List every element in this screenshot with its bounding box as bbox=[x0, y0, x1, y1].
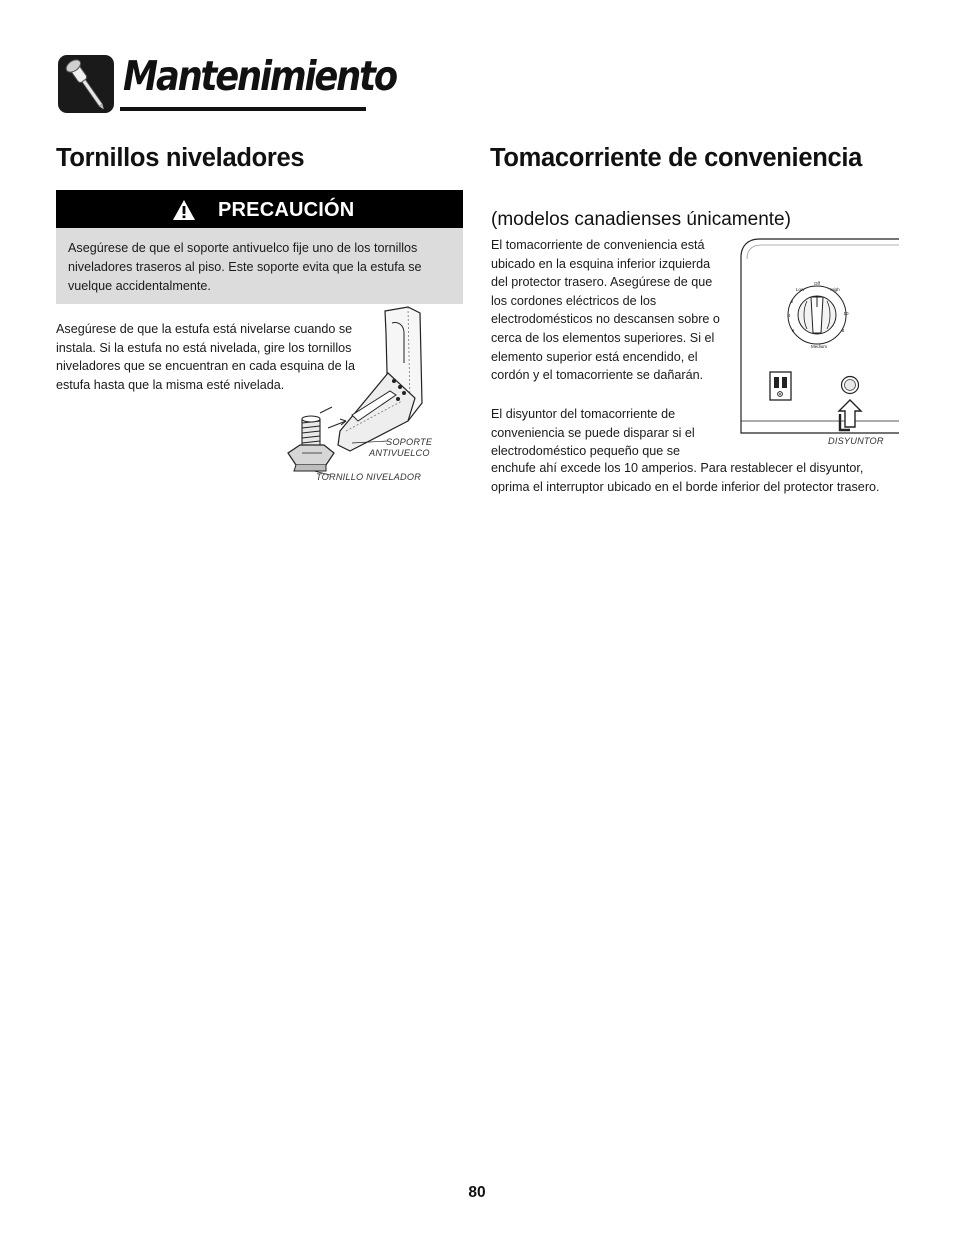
svg-text:Off: Off bbox=[814, 281, 820, 286]
breaker-button-icon bbox=[842, 377, 859, 394]
svg-text:4: 4 bbox=[787, 313, 791, 318]
svg-text:Low: Low bbox=[795, 287, 805, 292]
svg-text:High: High bbox=[830, 287, 840, 292]
label-antivuelco: ANTIVUELCO bbox=[369, 448, 430, 458]
label-leveling-screw: TORNILLO NIVELADOR bbox=[316, 472, 422, 482]
leveling-paragraph: Asegúrese de que la estufa está nivelarse cuando se instala. Si la estufa no está nivelada, gire los tornillos niveladores que se encuentran en cada esquina de la estufa hasta que la misma esté nivelada. bbox=[56, 322, 355, 392]
outlet-paragraph-2-start: El disyuntor del tomacorriente de conveniencia se puede disparar si el electrodoméstico pequeño que se bbox=[491, 407, 695, 459]
backguard-panel-illustration bbox=[737, 237, 899, 439]
svg-text:Medium: Medium bbox=[810, 344, 828, 349]
page-title: Mantenimiento bbox=[123, 52, 396, 100]
warning-triangle-icon bbox=[172, 199, 196, 221]
label-breaker: DISYUNTOR bbox=[828, 436, 884, 446]
caution-label: PRECAUCIÓN bbox=[218, 199, 355, 221]
screwdriver-icon bbox=[57, 54, 115, 116]
outlet-paragraph-2-end: enchufe ahí excede los 10 amperios. Para restablecer el disyuntor, oprima el interruptor ubicado en el borde inferior del protector trasero. bbox=[491, 461, 880, 494]
outlet-paragraph-1: El tomacorriente de conveniencia está ubicado en la esquina inferior izquierda del protector trasero. Asegúrese de que los cordones eléctricos de los electrodomésticos no descansen sobre o cerca de los elementos superiores. Si el elemento superior está encendido, el cordón y el tomacorriente se dañarán. bbox=[491, 238, 720, 383]
svg-text:2: 2 bbox=[790, 299, 794, 304]
section-heading-leveling: Tornillos niveladores bbox=[56, 144, 305, 172]
page-number: 80 bbox=[468, 1184, 486, 1201]
svg-text:8: 8 bbox=[841, 328, 845, 333]
outlet-icon bbox=[770, 372, 791, 400]
svg-text:10: 10 bbox=[843, 311, 849, 316]
svg-text:6: 6 bbox=[791, 328, 795, 333]
section-heading-outlet: Tomacorriente de conveniencia bbox=[490, 144, 863, 172]
section-subheading-outlet: (modelos canadienses únicamente) bbox=[491, 209, 791, 230]
title-underline bbox=[120, 107, 366, 111]
label-soporte: SOPORTE bbox=[386, 437, 433, 447]
anti-tip-bracket-illustration bbox=[280, 303, 440, 488]
caution-text: Asegúrese de que el soporte antivuelco fije uno de los tornillos niveladores traseros al piso. Este soporte evita que la estufa se vuelque accidentalmente. bbox=[68, 241, 422, 294]
